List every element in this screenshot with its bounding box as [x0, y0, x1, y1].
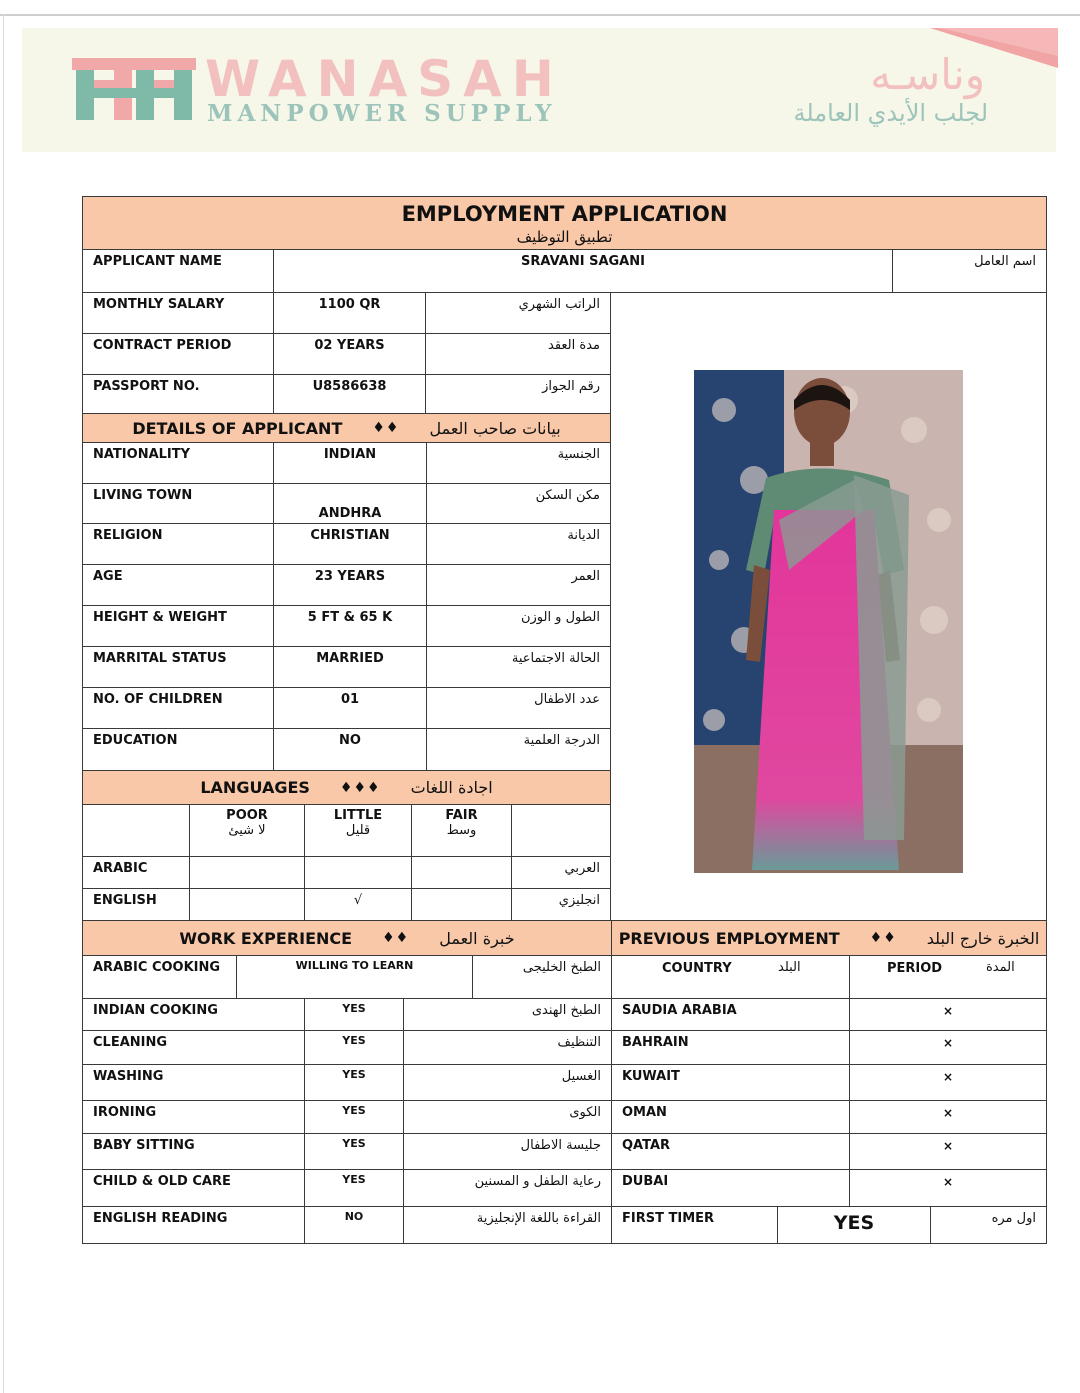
previous-country-en: COUNTRY [662, 961, 732, 976]
education-label-ar: الدرجة العلمية [426, 728, 611, 771]
level-poor-en: POOR [226, 808, 268, 823]
wanasah-logo-icon [72, 58, 196, 124]
work-arabic-cooking-label: ARABIC COOKING [82, 955, 237, 999]
work-indian-cooking-label-ar: الطبخ الهندى [403, 998, 612, 1031]
previous-period-dubai: × [849, 1169, 1047, 1207]
lang-english-fair [411, 888, 512, 921]
work-cleaning-label: CLEANING [82, 1030, 305, 1065]
work-baby-sitting-label: BABY SITTING [82, 1133, 305, 1170]
lang-arabic-little [304, 856, 412, 889]
lang-arabic-fair [411, 856, 512, 889]
work-cleaning-value: YES [304, 1030, 404, 1065]
passport-label: PASSPORT NO. [82, 374, 274, 414]
salary-value: 1100 QR [273, 292, 426, 334]
level-little-ar: قليل [345, 823, 371, 838]
religion-label-ar: الديانة [426, 523, 611, 565]
lang-arabic-label-ar: العربي [511, 856, 611, 889]
previous-country-kuwait: KUWAIT [611, 1064, 850, 1101]
level-little [304, 804, 412, 857]
level-fair-ar: وسط [446, 823, 477, 838]
lang-english-little: √ [304, 888, 412, 921]
work-english-reading-value: NO [304, 1206, 404, 1244]
work-english-reading-label: ENGLISH READING [82, 1206, 305, 1244]
previous-period-en: PERIOD [887, 961, 943, 976]
applicant-name-label-ar: اسم العامل [892, 249, 1047, 293]
lang-arabic-poor [189, 856, 305, 889]
work-title-en: WORK EXPERIENCE [179, 928, 353, 948]
previous-period-saudi: × [849, 998, 1047, 1031]
languages-diamonds: ♦♦♦ [339, 779, 381, 796]
details-section-header [82, 413, 611, 443]
work-diamonds: ♦♦ [382, 930, 410, 946]
form-title-en: EMPLOYMENT APPLICATION [401, 202, 728, 226]
previous-period-ar: المدة [986, 960, 1015, 975]
work-washing-label-ar: الغسيل [403, 1064, 612, 1101]
details-title-ar: بيانات صاحب العمل [429, 418, 561, 438]
age-label: AGE [82, 564, 274, 606]
previous-period-bahrain: × [849, 1030, 1047, 1065]
living-town-value: ANDHRA [273, 483, 427, 524]
work-child-old-care-label: CHILD & OLD CARE [82, 1169, 305, 1207]
lang-english-label-ar: انجليزي [511, 888, 611, 921]
children-label: NO. OF CHILDREN [82, 687, 274, 729]
form-title [82, 196, 1047, 250]
marital-status-value: MARRIED [273, 646, 427, 688]
work-washing-value: YES [304, 1064, 404, 1101]
applicant-name-value: SRAVANI SAGANI [273, 249, 893, 293]
level-fair-en: FAIR [445, 808, 478, 823]
previous-period-kuwait: × [849, 1064, 1047, 1101]
children-label-ar: عدد الاطفال [426, 687, 611, 729]
work-section-header [82, 920, 612, 956]
work-child-old-care-label-ar: رعاية الطفل و المسنين [403, 1169, 612, 1207]
previous-section-header [611, 920, 1047, 956]
work-title-ar: خبرة العمل [439, 928, 515, 948]
previous-country-qatar: QATAR [611, 1133, 850, 1170]
nationality-label: NATIONALITY [82, 442, 274, 484]
marital-status-label: MARRITAL STATUS [82, 646, 274, 688]
living-town-label: LIVING TOWN [82, 483, 274, 524]
work-indian-cooking-label: INDIAN COOKING [82, 998, 305, 1031]
first-timer-value: YES [777, 1206, 931, 1244]
previous-period-oman: × [849, 1100, 1047, 1134]
details-title-en: DETAILS OF APPLICANT [132, 418, 343, 438]
height-weight-value: 5 FT & 65 K [273, 605, 427, 647]
brand-tagline-en: MANPOWER SUPPLY [207, 100, 557, 127]
work-washing-label: WASHING [82, 1064, 305, 1101]
previous-period-qatar: × [849, 1133, 1047, 1170]
level-poor [189, 804, 305, 857]
contract-period-label: CONTRACT PERIOD [82, 333, 274, 375]
page-top-rule [0, 14, 1080, 16]
applicant-name-label: APPLICANT NAME [82, 249, 274, 293]
height-weight-label: HEIGHT & WEIGHT [82, 605, 274, 647]
work-baby-sitting-label-ar: جليسة الاطفال [403, 1133, 612, 1170]
religion-value: CHRISTIAN [273, 523, 427, 565]
lang-english-poor [189, 888, 305, 921]
level-poor-ar: لا شيئ [228, 823, 266, 838]
languages-level-blank [82, 804, 190, 857]
work-ironing-value: YES [304, 1100, 404, 1134]
work-arabic-cooking-value: WILLING TO LEARN [236, 955, 473, 999]
languages-level-ar-blank [511, 804, 611, 857]
work-english-reading-label-ar: القراءة باللغة الإنجليزية [403, 1206, 612, 1244]
nationality-value: INDIAN [273, 442, 427, 484]
work-cleaning-label-ar: التنظيف [403, 1030, 612, 1065]
brand-name-ar: وناسـه [870, 50, 985, 99]
passport-label-ar: رقم الجواز [425, 374, 611, 414]
previous-country-header [611, 955, 850, 999]
work-arabic-cooking-label-ar: الطبخ الخليجى [472, 955, 612, 999]
previous-country-bahrain: BAHRAIN [611, 1030, 850, 1065]
lang-arabic-label: ARABIC [82, 856, 190, 889]
contract-period-label-ar: مدة العقد [425, 333, 611, 375]
applicant-photo [694, 370, 963, 873]
work-child-old-care-value: YES [304, 1169, 404, 1207]
previous-country-dubai: DUBAI [611, 1169, 850, 1207]
living-town-label-ar: مكن السكن [426, 483, 611, 524]
lang-english-label: ENGLISH [82, 888, 190, 921]
age-value: 23 YEARS [273, 564, 427, 606]
height-weight-label-ar: الطول و الوزن [426, 605, 611, 647]
work-indian-cooking-value: YES [304, 998, 404, 1031]
previous-country-ar: البلد [778, 960, 801, 975]
salary-label: MONTHLY SALARY [82, 292, 274, 334]
first-timer-label-ar: اول مره [930, 1206, 1047, 1244]
children-value: 01 [273, 687, 427, 729]
details-diamonds: ♦♦ [372, 420, 400, 436]
brand-name-en: WANASAH [205, 50, 564, 108]
page-left-rule [3, 14, 4, 1393]
education-value: NO [273, 728, 427, 771]
previous-period-header [849, 955, 1047, 999]
previous-country-saudi: SAUDIA ARABIA [611, 998, 850, 1031]
level-little-en: LITTLE [333, 808, 383, 823]
level-fair [411, 804, 512, 857]
religion-label: RELIGION [82, 523, 274, 565]
passport-value: U8586638 [273, 374, 426, 414]
first-timer-label: FIRST TIMER [611, 1206, 778, 1244]
form-title-ar: تطبيق التوظيف [516, 228, 613, 246]
previous-title-ar: الخبرة خارج البلد [926, 928, 1040, 948]
work-ironing-label-ar: الكوى [403, 1100, 612, 1134]
work-baby-sitting-value: YES [304, 1133, 404, 1170]
languages-title-ar: اجادة اللغات [410, 778, 493, 797]
previous-diamonds: ♦♦ [869, 930, 897, 946]
age-label-ar: العمر [426, 564, 611, 606]
brand-tagline-ar: لجلب الأيدي العاملة [793, 99, 988, 127]
education-label: EDUCATION [82, 728, 274, 771]
languages-section-header [82, 770, 611, 805]
marital-status-label-ar: الحالة الاجتماعية [426, 646, 611, 688]
languages-title-en: LANGUAGES [200, 778, 310, 797]
work-ironing-label: IRONING [82, 1100, 305, 1134]
salary-label-ar: الراتب الشهري [425, 292, 611, 334]
previous-country-oman: OMAN [611, 1100, 850, 1134]
contract-period-value: 02 YEARS [273, 333, 426, 375]
previous-title-en: PREVIOUS EMPLOYMENT [618, 928, 840, 948]
nationality-label-ar: الجنسية [426, 442, 611, 484]
